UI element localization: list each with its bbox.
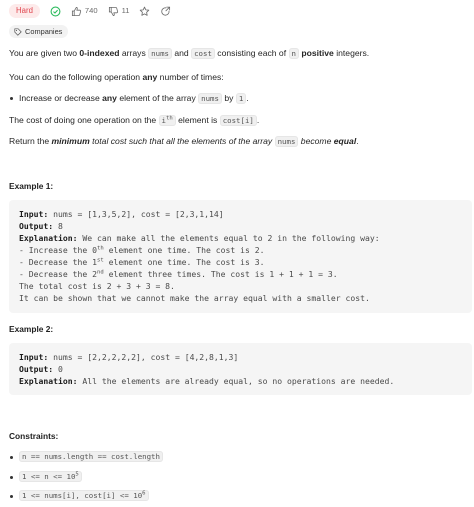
example-1-note: It can be shown that we cannot make the array equal with a smaller cost.: [19, 293, 370, 303]
example-1-step-3: - Decrease the 2nd element three times. The cost is 1 + 1 + 1 = 3.: [19, 269, 338, 279]
thumbs-down-icon: [108, 6, 119, 17]
list-bullet: [10, 456, 13, 459]
example-1-heading: Example 1:: [9, 181, 54, 191]
example-1-input: Input: nums = [1,3,5,2], cost = [2,3,1,14]: [19, 209, 224, 219]
example-1-block: [9, 200, 472, 313]
example-2-explanation: Explanation: All the elements are already equal, so no operations are needed.: [19, 376, 395, 386]
companies-label: Companies: [25, 26, 63, 36]
list-bullet: [10, 476, 13, 479]
description-paragraph-1: You are given two 0-indexed arrays nums and cost consisting each of n positive integers.: [9, 48, 370, 58]
like-button[interactable]: [71, 6, 98, 17]
example-1-explanation: Explanation: We can make all the elements equal to 2 in the following way:: [19, 233, 380, 243]
star-icon: [139, 6, 150, 17]
example-2-output: Output: 0: [19, 364, 63, 374]
thumbs-up-icon: [71, 6, 82, 17]
tag-icon: [14, 28, 22, 36]
check-circle-icon: [50, 6, 61, 17]
example-1-output: Output: 8: [19, 221, 63, 231]
list-bullet: [10, 97, 13, 100]
example-1-step-2: - Decrease the 1st element one time. The cost is 3.: [19, 257, 265, 267]
constraint-item-1: n == nums.length == cost.length: [19, 451, 163, 463]
description-paragraph-4: Return the minimum total cost such that all the elements of the array nums become equal.: [9, 136, 359, 146]
description-paragraph-2: You can do the following operation any number of times:: [9, 72, 224, 82]
list-bullet: [10, 495, 13, 498]
dislike-button[interactable]: [108, 6, 130, 17]
share-button[interactable]: [160, 6, 171, 17]
constraint-item-3: 1 <= nums[i], $\cos t[i] <= 10^6$: [19, 490, 149, 502]
constraints-heading: Constraints:: [9, 431, 59, 441]
share-icon: [160, 6, 171, 17]
favorite-button[interactable]: [139, 6, 150, 17]
like-count: 740: [84, 5, 98, 15]
solved-status: [50, 6, 61, 17]
companies-tag[interactable]: [9, 25, 68, 38]
difficulty-badge: Hard: [9, 4, 40, 18]
example-1-step-1: - Increase the 0th element one time. The cost is 2.: [19, 245, 265, 255]
example-1-total: The total cost is 2 + 3 + 3 = 8.: [19, 281, 175, 291]
example-2-block: [9, 343, 472, 395]
problem-toolbar: [9, 3, 171, 19]
constraint-item-2: $1 <= n <= 10^5$: [19, 471, 82, 483]
dislike-count: 11: [121, 5, 130, 15]
description-paragraph-3: The cost of doing one operation on the $i^{th}$ element is cost[i] .: [9, 115, 260, 125]
operation-list-item: Increase or decrease any element of the array nums by 1 .: [19, 93, 249, 103]
example-2-heading: Example 2:: [9, 324, 54, 334]
example-2-input: Input: nums = [2,2,2,2,2], cost = [4,2,8,1,3]: [19, 352, 239, 362]
